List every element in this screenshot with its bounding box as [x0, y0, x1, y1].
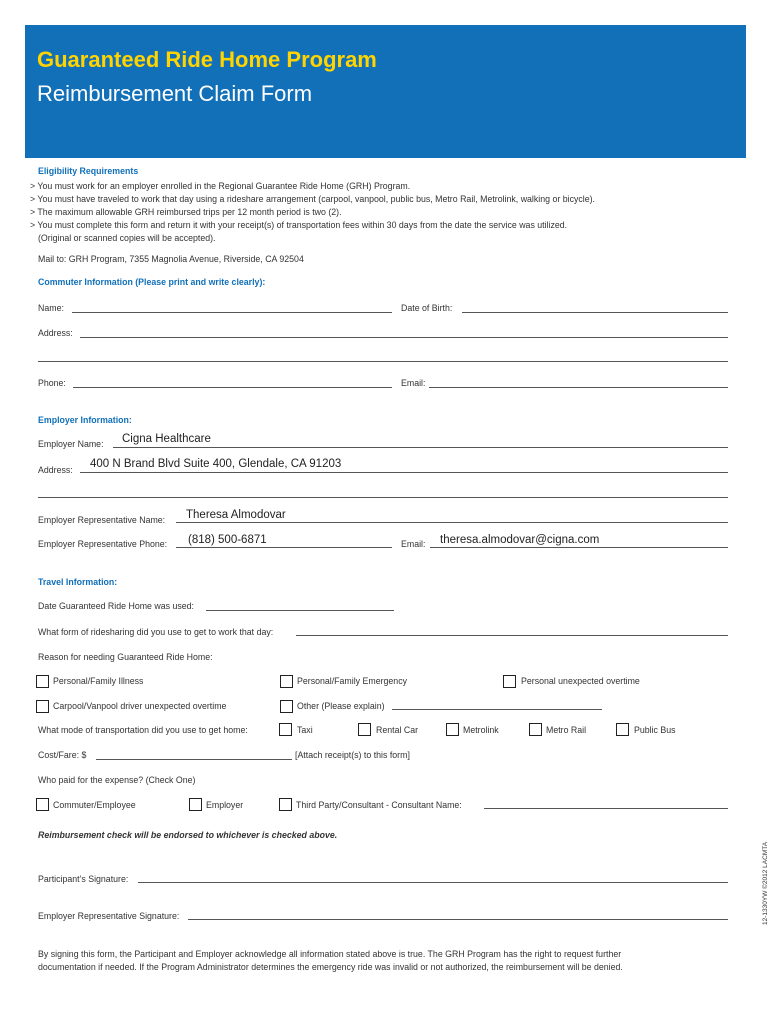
reason-emergency-label: Personal/Family Emergency — [297, 676, 407, 686]
phone-field[interactable] — [73, 387, 392, 388]
dob-field[interactable] — [462, 312, 728, 313]
phone-label: Phone: — [38, 378, 66, 388]
reason-driver-overtime-checkbox[interactable] — [36, 700, 49, 713]
mode-metrolink-label: Metrolink — [463, 725, 499, 735]
eligibility-item: > You must have traveled to work that day using a rideshare arrangement (carpool, vanpool, public bus, Metro Rail, Metrolink, walking or bicycle). — [30, 194, 595, 204]
eligibility-item: > You must work for an employer enrolled in the Regional Guarantee Ride Home (GRH) Program. — [30, 181, 411, 191]
reason-overtime-label: Personal unexpected overtime — [521, 676, 640, 686]
address-label: Address: — [38, 328, 73, 338]
payer-commuter-label: Commuter/Employee — [53, 800, 136, 810]
eligibility-item: (Original or scanned copies will be accepted). — [38, 233, 216, 243]
mode-metrolink-checkbox[interactable] — [446, 723, 459, 736]
reason-illness-label: Personal/Family Illness — [53, 676, 144, 686]
mode-metro-rail-checkbox[interactable] — [529, 723, 542, 736]
reason-emergency-checkbox[interactable] — [280, 675, 293, 688]
rep-phone-value: (818) 500-6871 — [188, 534, 267, 546]
rideshare-form-label: What form of ridesharing did you use to get to work that day: — [38, 627, 274, 637]
reason-illness-checkbox[interactable] — [36, 675, 49, 688]
rep-name-field[interactable] — [176, 522, 728, 523]
ride-date-field[interactable] — [206, 610, 394, 611]
rep-email-value: theresa.almodovar@cigna.com — [440, 534, 600, 546]
employer-name-field[interactable] — [113, 447, 728, 448]
email-label: Email: — [401, 378, 426, 388]
commuter-heading: Commuter Information (Please print and write clearly): — [38, 277, 266, 287]
endorsement-notice: Reimbursement check will be endorsed to whichever is checked above. — [38, 830, 338, 840]
employer-address-field[interactable] — [80, 472, 728, 473]
rep-phone-field[interactable] — [176, 547, 392, 548]
mode-rental-car-checkbox[interactable] — [358, 723, 371, 736]
mode-public-bus-checkbox[interactable] — [616, 723, 629, 736]
employer-address-field-line-2[interactable] — [38, 497, 728, 498]
employer-heading: Employer Information: — [38, 415, 132, 425]
dob-label: Date of Birth: — [401, 303, 453, 313]
reason-driver-overtime-label: Carpool/Vanpool driver unexpected overtime — [53, 701, 227, 711]
employer-name-label: Employer Name: — [38, 439, 104, 449]
mode-public-bus-label: Public Bus — [634, 725, 676, 735]
payer-employer-checkbox[interactable] — [189, 798, 202, 811]
payer-commuter-checkbox[interactable] — [36, 798, 49, 811]
mode-taxi-checkbox[interactable] — [279, 723, 292, 736]
mode-label: What mode of transportation did you use to get home: — [38, 725, 248, 735]
rep-email-label: Email: — [401, 539, 426, 549]
rideshare-form-field[interactable] — [296, 635, 728, 636]
cost-note: [Attach receipt(s) to this form] — [295, 750, 410, 760]
disclaimer-line: documentation if needed. If the Program Administrator determines the emergency ride was invalid or not authorized, the reimbursement will be denied. — [38, 962, 623, 972]
payer-third-party-label: Third Party/Consultant - Consultant Name: — [296, 800, 462, 810]
employer-address-value: 400 N Brand Blvd Suite 400, Glendale, CA 91203 — [90, 458, 342, 470]
footer-code: 12-1330YW ©2012 LACMTA — [762, 841, 769, 925]
payer-label: Who paid for the expense? (Check One) — [38, 775, 196, 785]
employer-address-label: Address: — [38, 465, 73, 475]
disclaimer-line: By signing this form, the Participant and Employer acknowledge all information stated above is true. The GRH Program has the right to request further — [38, 949, 622, 959]
reason-other-field[interactable] — [392, 709, 602, 710]
eligibility-item: > You must complete this form and return it with your receipt(s) of transportation fees within 30 days from the date the service was utilized. — [30, 220, 568, 230]
reason-other-label: Other (Please explain) — [297, 701, 385, 711]
rep-email-field[interactable] — [430, 547, 728, 548]
payer-third-party-checkbox[interactable] — [279, 798, 292, 811]
name-label: Name: — [38, 303, 64, 313]
mode-taxi-label: Taxi — [297, 725, 313, 735]
participant-signature-label: Participant’s Signature: — [38, 874, 129, 884]
consultant-name-field[interactable] — [484, 808, 728, 809]
participant-signature-field[interactable] — [138, 882, 728, 883]
travel-heading: Travel Information: — [38, 577, 118, 587]
mode-metro-rail-label: Metro Rail — [546, 725, 587, 735]
rep-name-value: Theresa Almodovar — [186, 509, 286, 521]
cost-label: Cost/Fare: $ — [38, 750, 87, 760]
reason-label: Reason for needing Guaranteed Ride Home: — [38, 652, 213, 662]
reason-overtime-checkbox[interactable] — [503, 675, 516, 688]
header-banner — [25, 25, 746, 158]
employer-name-value: Cigna Healthcare — [122, 433, 211, 445]
rep-phone-label: Employer Representative Phone: — [38, 539, 168, 549]
mode-rental-car-label: Rental Car — [376, 725, 419, 735]
form-subtitle: Reimbursement Claim Form — [37, 81, 313, 106]
eligibility-item: > The maximum allowable GRH reimbursed trips per 12 month period is two (2). — [30, 207, 342, 217]
reason-other-checkbox[interactable] — [280, 700, 293, 713]
employer-signature-label: Employer Representative Signature: — [38, 911, 180, 921]
address-field-line-2[interactable] — [38, 361, 728, 362]
rep-name-label: Employer Representative Name: — [38, 515, 166, 525]
employer-signature-field[interactable] — [188, 919, 728, 920]
name-field[interactable] — [72, 312, 392, 313]
mail-to: Mail to: GRH Program, 7355 Magnolia Avenue, Riverside, CA 92504 — [38, 254, 304, 264]
cost-field[interactable] — [96, 759, 292, 760]
ride-date-label: Date Guaranteed Ride Home was used: — [38, 601, 194, 611]
email-field[interactable] — [429, 387, 728, 388]
address-field[interactable] — [80, 337, 728, 338]
form-title: Guaranteed Ride Home Program — [37, 47, 377, 72]
payer-employer-label: Employer — [206, 800, 244, 810]
eligibility-heading: Eligibility Requirements — [38, 166, 139, 176]
